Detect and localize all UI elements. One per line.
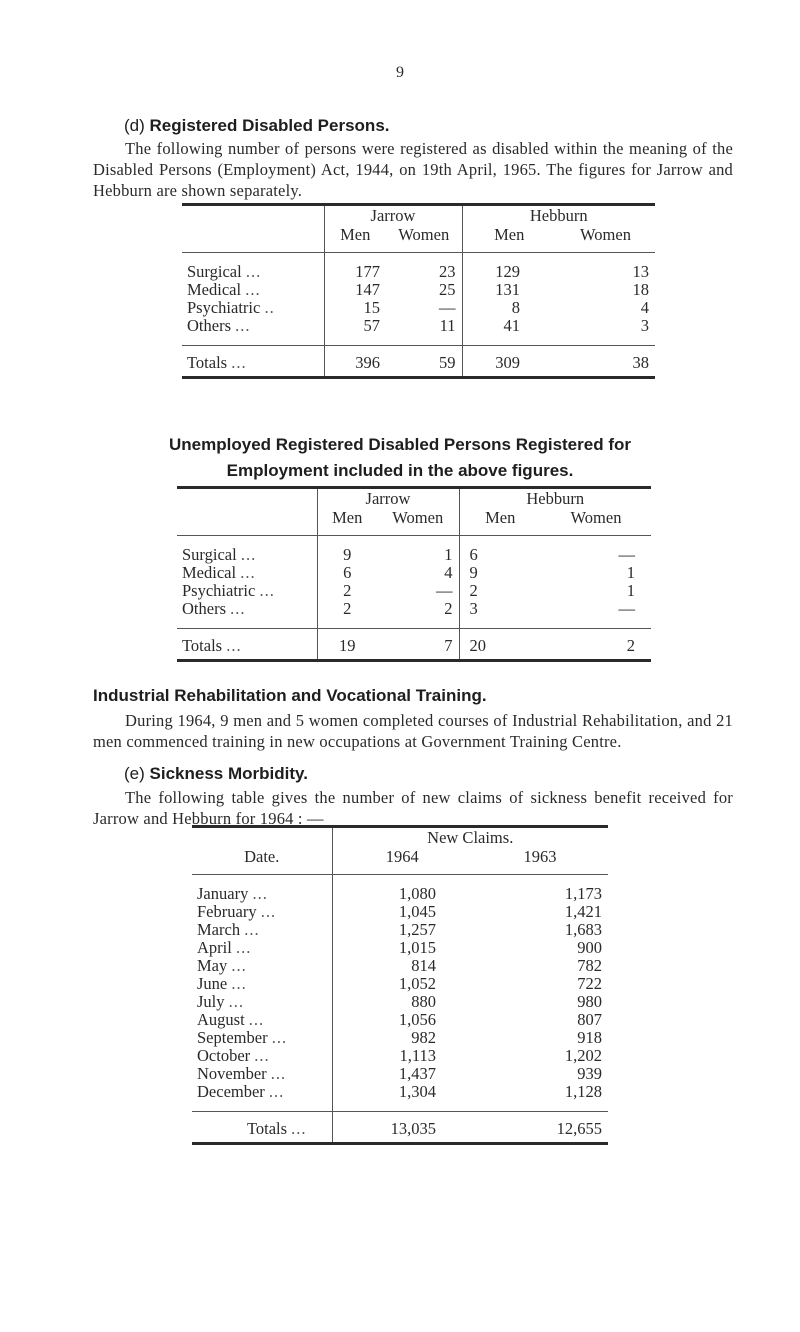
section-d-prefix: (d) bbox=[124, 116, 145, 135]
row-label: May ... bbox=[197, 956, 247, 975]
industrial-rehab-heading bbox=[93, 686, 487, 706]
table-row bbox=[177, 600, 651, 629]
table-cell: 2 bbox=[541, 629, 651, 661]
table-row bbox=[192, 975, 608, 993]
row-label: June ... bbox=[197, 974, 247, 993]
section-d-title: Registered Disabled Persons. bbox=[149, 116, 390, 135]
page-number: 9 bbox=[396, 64, 404, 81]
table-cell: 1,052 bbox=[332, 975, 472, 993]
table-row bbox=[192, 921, 608, 939]
table-cell: 1,056 bbox=[332, 1011, 472, 1029]
group-header-jarrow: Jarrow bbox=[317, 488, 459, 509]
section-d-text: The following number of persons were registered as disabled within the meaning of the Disabled Persons (Employment) Act, 1944, on 19th April, 1965. The figures for Jarrow and Hebburn are shown separately. bbox=[93, 139, 733, 200]
table-cell: 129 bbox=[462, 253, 556, 282]
table-row bbox=[182, 317, 655, 346]
column-header: Men bbox=[459, 508, 541, 536]
section-e-paragraph bbox=[93, 787, 733, 829]
industrial-rehab-text: During 1964, 9 men and 5 women completed courses of Industrial Rehabilitation, and 21 men commenced training in new occupations at Government Training Centre. bbox=[93, 711, 733, 751]
row-label: March ... bbox=[197, 920, 260, 939]
row-label: September ... bbox=[197, 1028, 288, 1047]
table-row bbox=[192, 903, 608, 921]
table-cell: 1,128 bbox=[564, 1082, 602, 1101]
table-cell: 57 bbox=[324, 317, 386, 346]
new-claims-header: New Claims. bbox=[332, 827, 608, 848]
row-label: Totals ... bbox=[177, 629, 317, 661]
table-row bbox=[192, 939, 608, 957]
row-label: Medical ... bbox=[187, 280, 261, 299]
table-row bbox=[192, 957, 608, 975]
table-row bbox=[177, 564, 651, 582]
table-cell: 1,683 bbox=[564, 920, 602, 939]
table-cell: 6 bbox=[317, 564, 377, 582]
table-row bbox=[177, 536, 651, 565]
table-cell: 147 bbox=[324, 281, 386, 299]
table-cell: 12,655 bbox=[472, 1112, 608, 1144]
table-cell: 15 bbox=[324, 299, 386, 317]
row-label: Surgical ... bbox=[187, 262, 262, 281]
table-cell: 23 bbox=[439, 262, 456, 281]
column-header: Men bbox=[462, 225, 556, 253]
group-header-hebburn: Hebburn bbox=[459, 488, 651, 509]
row-label: July ... bbox=[197, 992, 245, 1011]
row-label: Medical ... bbox=[182, 563, 256, 582]
industrial-rehab-title: Industrial Rehabilitation and Vocational Training. bbox=[93, 686, 487, 705]
table-cell: 19 bbox=[317, 629, 377, 661]
table-cell: 782 bbox=[577, 956, 602, 975]
table-cell: 1,202 bbox=[564, 1046, 602, 1065]
table-cell: 13,035 bbox=[332, 1112, 472, 1144]
table-cell: 3 bbox=[640, 316, 649, 335]
table-cell: 900 bbox=[577, 938, 602, 957]
unemployed-heading-line2: Employment included in the above figures. bbox=[226, 461, 574, 480]
unemployed-heading-line1: Unemployed Registered Disabled Persons Registered for bbox=[169, 435, 631, 454]
table-cell: 1,113 bbox=[332, 1047, 472, 1065]
table-cell: 1,080 bbox=[332, 875, 472, 904]
row-label: December ... bbox=[197, 1082, 285, 1101]
column-header: Women bbox=[386, 225, 462, 253]
column-header: Women bbox=[556, 225, 655, 253]
table-row bbox=[182, 253, 655, 282]
year-header-1963: 1963 bbox=[472, 847, 608, 875]
table-cell: 1,304 bbox=[332, 1083, 472, 1112]
totals-row bbox=[192, 1112, 608, 1144]
table-cell: 11 bbox=[439, 316, 456, 335]
table-cell: 25 bbox=[439, 280, 456, 299]
table-cell: 1 bbox=[626, 563, 635, 582]
table-cell: 807 bbox=[577, 1010, 602, 1029]
table-cell: 18 bbox=[632, 280, 649, 299]
row-label: Surgical ... bbox=[182, 545, 257, 564]
table-cell: 1 bbox=[626, 581, 635, 600]
section-e-text: The following table gives the number of new claims of sickness benefit received for Jarrow and Hebburn for 1964 : — bbox=[93, 788, 733, 828]
table-cell: — bbox=[618, 599, 635, 618]
totals-row bbox=[182, 346, 655, 378]
date-header: Date. bbox=[192, 827, 332, 875]
table-cell: 1,257 bbox=[332, 921, 472, 939]
row-label: Others ... bbox=[187, 316, 251, 335]
table-row bbox=[192, 1083, 608, 1112]
table-cell: — bbox=[436, 581, 453, 600]
table-cell: 4 bbox=[444, 563, 453, 582]
group-header-hebburn: Hebburn bbox=[462, 205, 655, 226]
section-e-title: Sickness Morbidity. bbox=[149, 764, 308, 783]
row-label: November ... bbox=[197, 1064, 287, 1083]
table-cell: 1,173 bbox=[564, 884, 602, 903]
row-label: Totals ... bbox=[182, 346, 324, 378]
row-label: August ... bbox=[197, 1010, 265, 1029]
table-cell: 1,421 bbox=[564, 902, 602, 921]
table-cell: 1,437 bbox=[332, 1065, 472, 1083]
row-label: Psychiatric ... bbox=[182, 581, 275, 600]
table-cell: 880 bbox=[332, 993, 472, 1011]
table-cell: 1 bbox=[444, 545, 453, 564]
table-cell: 2 bbox=[317, 582, 377, 600]
table-row bbox=[182, 299, 655, 317]
table-cell: 38 bbox=[556, 346, 655, 378]
table-cell: 13 bbox=[632, 262, 649, 281]
unemployed-disabled-table bbox=[177, 486, 651, 662]
table-cell: 1,015 bbox=[332, 939, 472, 957]
column-header: Women bbox=[377, 508, 459, 536]
registered-disabled-table bbox=[182, 203, 655, 379]
table-cell: 131 bbox=[462, 281, 556, 299]
table-cell: 59 bbox=[386, 346, 462, 378]
column-header: Men bbox=[317, 508, 377, 536]
row-label: Others ... bbox=[182, 599, 246, 618]
unemployed-heading bbox=[0, 432, 800, 484]
section-d-heading bbox=[124, 116, 390, 136]
table-cell: 1,045 bbox=[332, 903, 472, 921]
row-label: January ... bbox=[197, 884, 268, 903]
table-cell: — bbox=[439, 298, 456, 317]
table-cell: 9 bbox=[317, 536, 377, 565]
table-cell: 4 bbox=[640, 298, 649, 317]
column-header: Men bbox=[324, 225, 386, 253]
table-cell: 939 bbox=[577, 1064, 602, 1083]
table-row bbox=[177, 582, 651, 600]
table-cell: 7 bbox=[377, 629, 459, 661]
table-cell: 2 bbox=[459, 582, 541, 600]
table-cell: 980 bbox=[577, 992, 602, 1011]
row-label: April ... bbox=[197, 938, 252, 957]
table-cell: 2 bbox=[444, 599, 453, 618]
table-cell: 20 bbox=[459, 629, 541, 661]
table-row bbox=[192, 875, 608, 904]
section-e-prefix: (e) bbox=[124, 764, 145, 783]
table-cell: 41 bbox=[462, 317, 556, 346]
table-cell: — bbox=[618, 545, 635, 564]
table-row bbox=[192, 1029, 608, 1047]
table-row bbox=[192, 1065, 608, 1083]
totals-row bbox=[177, 629, 651, 661]
table-row bbox=[192, 1047, 608, 1065]
table-cell: 2 bbox=[317, 600, 377, 629]
section-e-heading bbox=[124, 764, 308, 784]
table-cell: 722 bbox=[577, 974, 602, 993]
table-cell: 8 bbox=[462, 299, 556, 317]
row-label: February ... bbox=[197, 902, 277, 921]
table-cell: 9 bbox=[459, 564, 541, 582]
sickness-claims-table bbox=[192, 825, 608, 1145]
table-cell: 6 bbox=[459, 536, 541, 565]
table-row bbox=[182, 281, 655, 299]
table-cell: 982 bbox=[332, 1029, 472, 1047]
row-label: Psychiatric .. bbox=[187, 298, 275, 317]
industrial-rehab-paragraph bbox=[93, 710, 733, 752]
table-cell: 814 bbox=[332, 957, 472, 975]
table-cell: 177 bbox=[324, 253, 386, 282]
table-cell: 396 bbox=[324, 346, 386, 378]
column-header: Women bbox=[541, 508, 651, 536]
year-header-1964: 1964 bbox=[332, 847, 472, 875]
row-label: October ... bbox=[197, 1046, 270, 1065]
section-d-paragraph bbox=[93, 138, 733, 201]
table-cell: 3 bbox=[459, 600, 541, 629]
group-header-jarrow: Jarrow bbox=[324, 205, 462, 226]
table-row bbox=[192, 993, 608, 1011]
row-label: Totals ... bbox=[192, 1112, 332, 1144]
table-row bbox=[192, 1011, 608, 1029]
table-cell: 918 bbox=[577, 1028, 602, 1047]
table-cell: 309 bbox=[462, 346, 556, 378]
